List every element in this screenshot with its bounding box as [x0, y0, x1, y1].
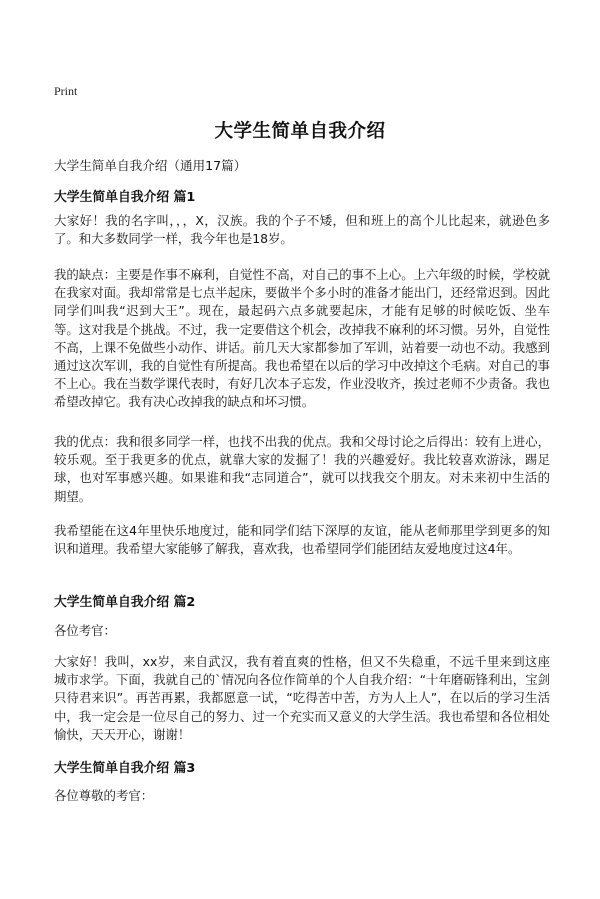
section-1-paragraph-2: 我的缺点：主要是作事不麻利，自觉性不高，对自己的事不上心。上六年级的时候，学校就在我家对面。我却常常是七点半起床，要做半个多小时的准备才能出门，还经常迟到。因此同学们叫我“迟到大王”。现在，最起码六点多就要起床，才能有足够的时候吃饭、坐车等。这对我是个挑战。不过，我一定要借这个机会，改掉我不麻利的坏习惯。另外，自觉性不高，上课不免做些小动作、讲话。前几天大家都参加了军训，站着要一动也不动。我感到通过这次军训，我的自觉性有所提高。我也希望在以后的学习中改掉这个毛病。对自己的事不上心。我在当数学课代表时，有好几次本子忘发，作业没收齐，挨过老师不少责备。我也希望改掉它。我有决心改掉我的缺点和坏习惯。 — [54, 267, 550, 410]
section-heading-2: 大学生简单自我介绍 篇2 — [54, 595, 196, 610]
print-label: Print — [54, 84, 78, 98]
section-heading-3: 大学生简单自我介绍 篇3 — [54, 761, 196, 776]
document-subtitle: 大学生简单自我介绍（通用17篇） — [54, 158, 247, 173]
section-1-paragraph-1: 大家好！我的名字叫，，，X，汉族。我的个子不矮，但和班上的高个儿比起来，就逊色多了。和大多数同学一样，我今年也是18岁。 — [54, 213, 550, 247]
section-2-paragraph-1: 各位考官： — [54, 623, 116, 638]
document-title: 大学生简单自我介绍 — [214, 121, 386, 142]
section-1-paragraph-3: 我的优点：我和很多同学一样，也找不出我的优点。我和父母讨论之后得出：较有上进心，较乐观。至于我更多的优点，就靠大家的发掘了！我的兴趣爱好。我比较喜欢游泳，踢足球，也对军事感兴趣。如果谁和我“志同道合”，就可以找我交个朋友。对未来初中生活的期望。 — [54, 434, 550, 504]
section-heading-1: 大学生简单自我介绍 篇1 — [54, 190, 196, 205]
section-2-paragraph-2: 大家好！我叫，xx岁，来自武汉，我有着直爽的性格，但又不失稳重，不远千里来到这座城市求学。下面，我就自己的`情况向各位作简单的个人自我介绍：“十年磨砺锋利出，宝剑只待君来识”。再苦再累，我都愿意一试，“吃得苦中苦，方为人上人”，在以后的学习生活中，我一定会是一位尽自己的努力、过一个充实而又意义的大学生活。我也希望和各位相处愉快，天天开心，谢谢！ — [54, 654, 550, 742]
section-3-paragraph-1: 各位尊敬的考官： — [54, 788, 154, 803]
section-1-paragraph-4: 我希望能在这4年里快乐地度过，能和同学们结下深厚的友谊，能从老师那里学到更多的知识和道理。我希望大家能够了解我，喜欢我，也希望同学们能团结友爱地度过这4年。 — [54, 523, 550, 557]
